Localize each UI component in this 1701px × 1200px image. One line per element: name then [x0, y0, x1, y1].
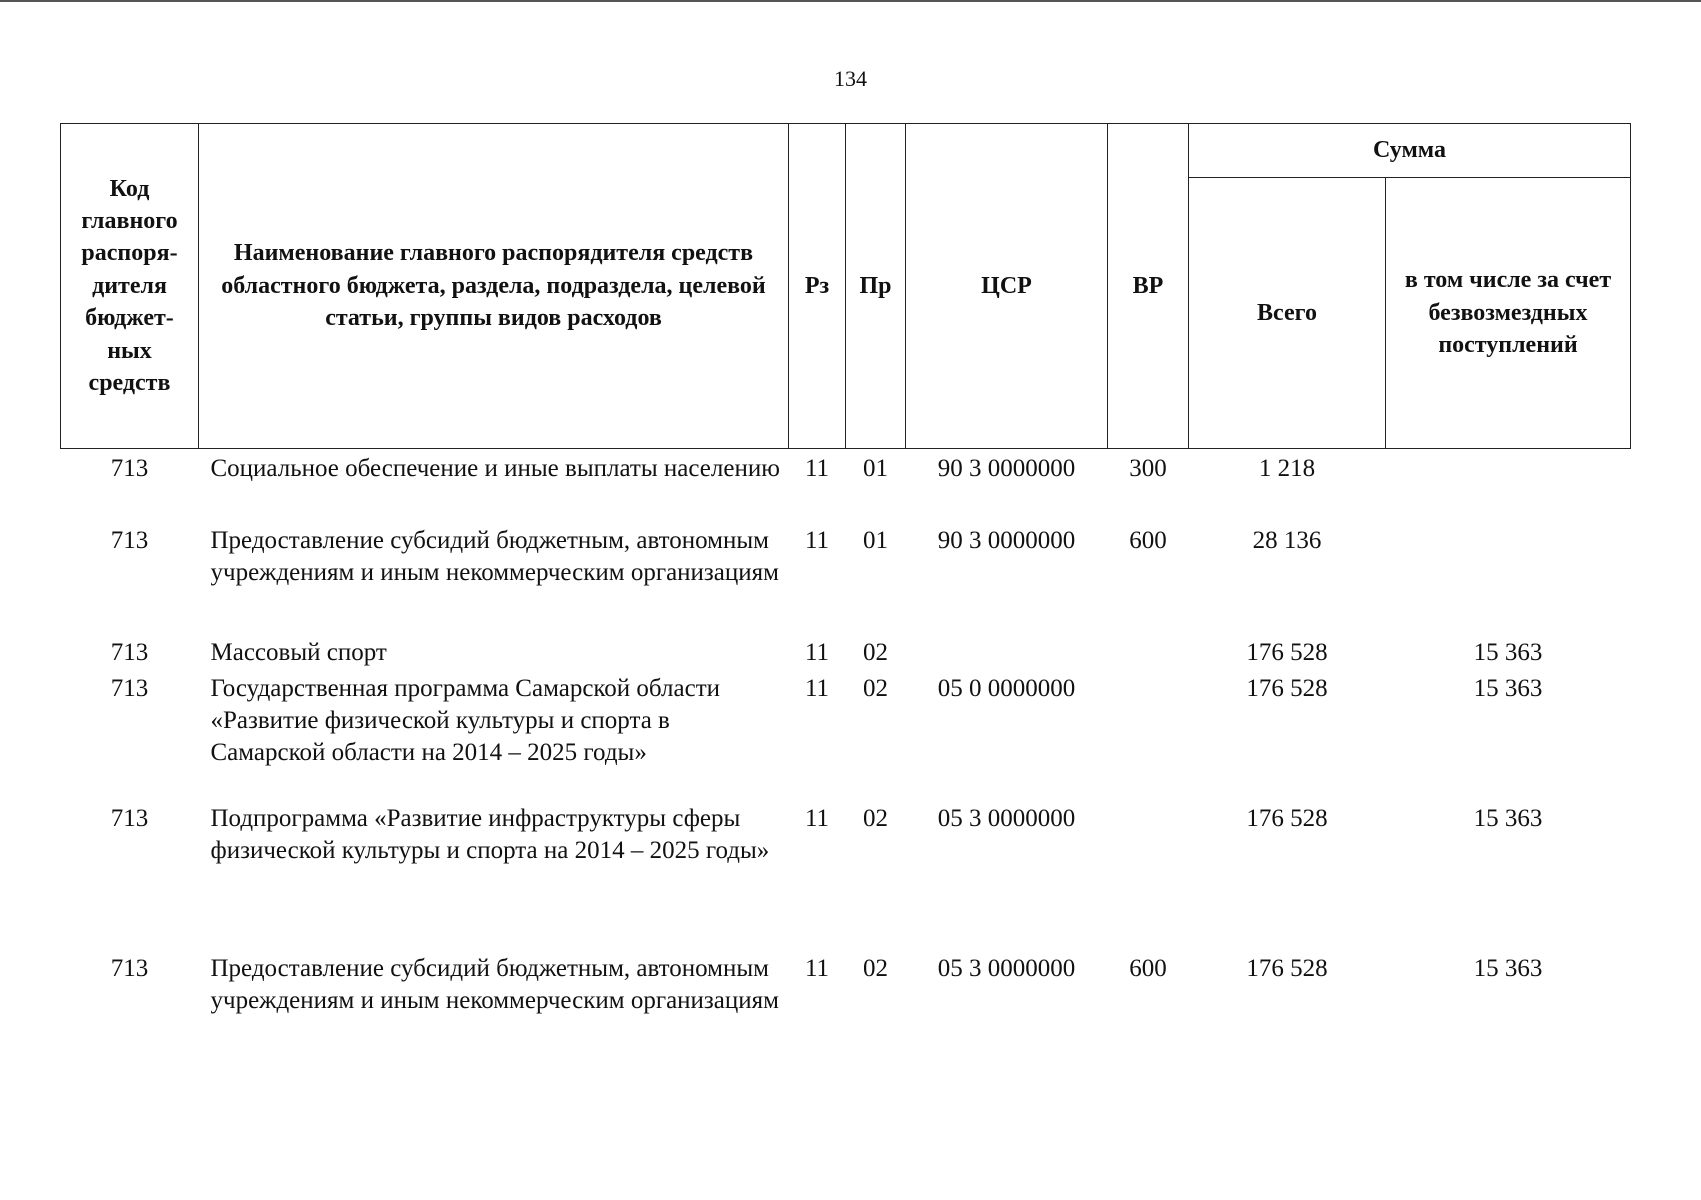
header-vr: ВР [1108, 124, 1189, 449]
cell-csr [906, 637, 1108, 673]
cell-pr: 02 [863, 805, 888, 832]
cell-name: Социальное обеспечение и иные выплаты населению [210, 455, 780, 482]
table-row [61, 637, 1631, 673]
cell-name: Государственная программа Самарской области «Развитие физической культуры и спорта в Самарской области на 2014 – 2025 годы» [210, 675, 720, 766]
header-sum: Сумма [1189, 124, 1631, 178]
cell-name: Предоставление субсидий бюджетным, автономным учреждениям и иным некоммерческим организациям [210, 955, 779, 1014]
cell-free [1386, 525, 1631, 637]
header-rz: Рз [789, 124, 846, 449]
header-csr: ЦСР [906, 124, 1108, 449]
cell-csr: 05 3 0000000 [937, 955, 1076, 982]
header-pr: Пр [846, 124, 906, 449]
cell-vr [1108, 673, 1189, 803]
cell-free: 15 363 [1473, 955, 1543, 982]
cell-code: 713 [110, 455, 149, 482]
cell-code: 713 [110, 805, 149, 832]
cell-pr: 01 [863, 455, 888, 482]
cell-total: 176 528 [1246, 805, 1328, 832]
cell-csr: 90 3 0000000 [937, 527, 1076, 554]
cell-vr: 600 [1129, 955, 1167, 982]
cell-total: 176 528 [1246, 675, 1328, 702]
cell-vr [1108, 803, 1189, 953]
cell-code: 713 [110, 955, 149, 982]
header-total: Всего [1189, 178, 1386, 449]
cell-code: 713 [110, 527, 149, 554]
cell-name: Массовый спорт [210, 639, 387, 666]
cell-free: 15 363 [1473, 639, 1543, 666]
cell-vr: 600 [1129, 527, 1167, 554]
budget-table [60, 123, 1631, 1063]
table-header [61, 124, 1631, 449]
header-name: Наименование главного распорядителя средств областного бюджета, раздела, подраздела, целевой статьи, группы видов расходов [199, 124, 789, 449]
table-row [61, 525, 1631, 637]
cell-code: 713 [110, 675, 149, 702]
cell-csr: 05 3 0000000 [937, 805, 1076, 832]
cell-csr: 05 0 0000000 [937, 675, 1076, 702]
header-code: Код главного распоря-дителя бюджет-ных средств [61, 124, 199, 449]
cell-rz: 11 [804, 955, 830, 982]
cell-rz: 11 [804, 639, 830, 666]
page-number: 134 [834, 66, 867, 91]
cell-rz: 11 [804, 805, 830, 832]
table-row [61, 803, 1631, 953]
cell-vr [1108, 637, 1189, 673]
top-border-line [0, 0, 1701, 2]
cell-total: 176 528 [1246, 955, 1328, 982]
cell-total: 176 528 [1246, 639, 1328, 666]
table-row [61, 953, 1631, 1063]
table-row [61, 449, 1631, 526]
cell-csr: 90 3 0000000 [937, 455, 1076, 482]
cell-name: Подпрограмма «Развитие инфраструктуры сферы физической культуры и спорта на 2014 – 2025 годы» [210, 805, 770, 864]
cell-pr: 01 [863, 527, 888, 554]
cell-name: Предоставление субсидий бюджетным, автономным учреждениям и иным некоммерческим организациям [210, 527, 779, 586]
table-row [61, 673, 1631, 803]
cell-free: 15 363 [1473, 805, 1543, 832]
cell-rz: 11 [804, 455, 830, 482]
budget-table-wrapper [60, 123, 1630, 1063]
cell-total: 28 136 [1252, 527, 1322, 554]
cell-vr: 300 [1129, 455, 1167, 482]
cell-pr: 02 [863, 639, 888, 666]
header-free: в том числе за счет безвозмездных поступлений [1386, 178, 1631, 449]
cell-free: 15 363 [1473, 675, 1543, 702]
cell-rz: 11 [804, 675, 830, 702]
cell-code: 713 [110, 639, 149, 666]
cell-free [1386, 449, 1631, 526]
cell-total: 1 218 [1258, 455, 1316, 482]
table-body [61, 449, 1631, 1064]
cell-pr: 02 [863, 675, 888, 702]
cell-pr: 02 [863, 955, 888, 982]
cell-rz: 11 [804, 527, 830, 554]
